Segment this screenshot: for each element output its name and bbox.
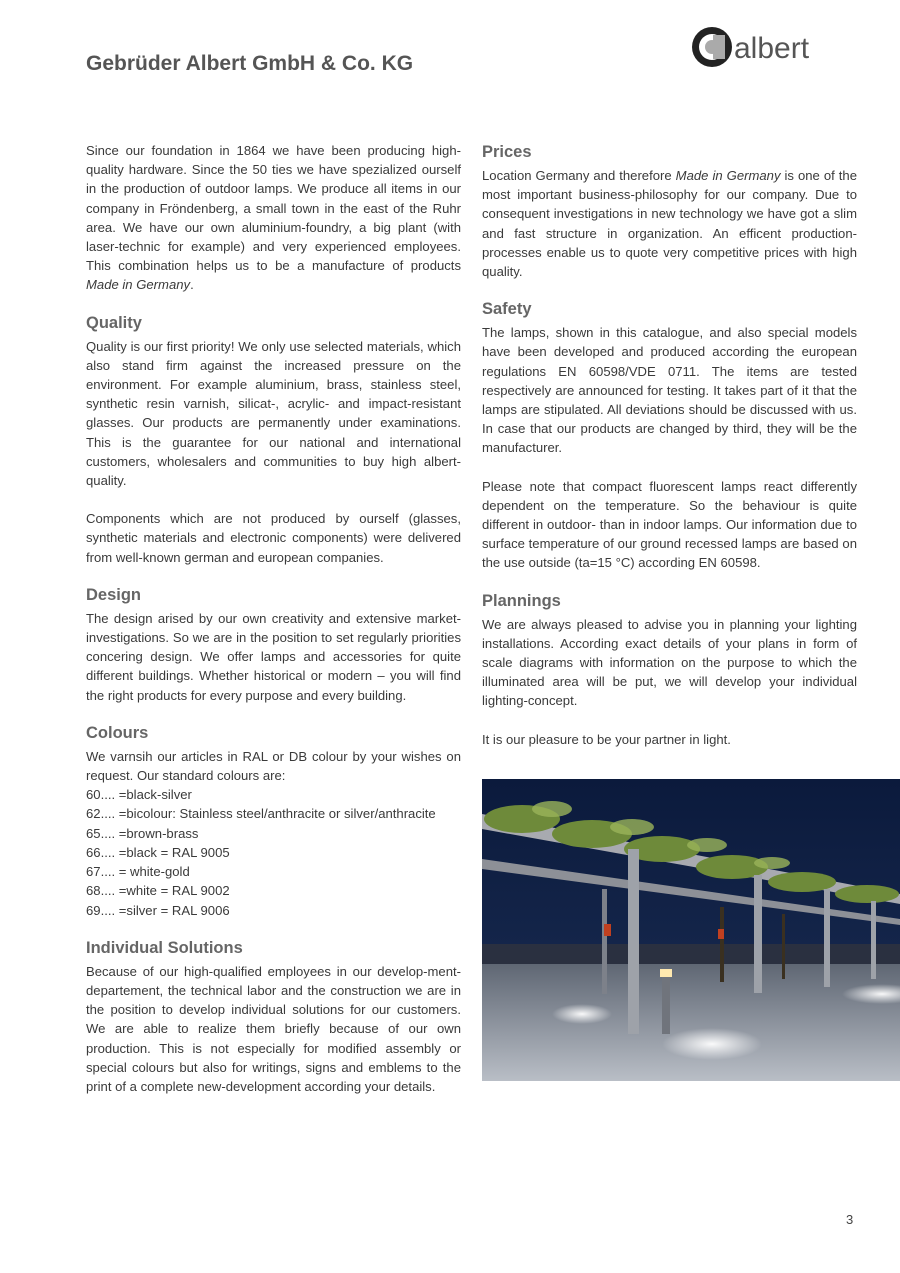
prices-heading: Prices xyxy=(482,143,532,161)
colour-item: 69.... =silver = RAL 9006 xyxy=(86,902,230,918)
plannings-paragraph-1: We are always pleased to advise you in planning your lighting installations. According exact details of your plans in form of scale diagrams with information on the purpose to which the illuminated area will be put, we will develop your individual lighting-concept. xyxy=(482,616,857,709)
quality-heading: Quality xyxy=(86,313,142,332)
company-name: Gebrüder Albert GmbH & Co. KG xyxy=(86,52,414,75)
quality-paragraph-1: Quality is our first priority! We only use selected materials, which also stand firm against the increased pressure on the environment. For example aluminium, brass, stainless steel, synthetic resin varnish, silicat-, acrylic- and impact-resistant glasses. Our products are permanently under examinations. This is the guarantee for our national and international customers, wholesalers and communities to buy high albert-quality. xyxy=(86,338,461,489)
plannings-paragraph-2: It is our pleasure to be your partner in light. xyxy=(482,731,731,747)
individual-solutions-heading: Individual Solutions xyxy=(86,938,243,957)
individual-solutions-paragraph: Because of our high-qualified employees in our develop-ment-departement, the technical labor and the construction we are in the position to develop individual solutions for our customers. We are able to realize them briefly because of our own production. This is not especially for modified assembly or special colours but also for writings, signs and emblems to the print of a complete new-development according your details. xyxy=(86,963,461,1094)
colour-item: 66.... =black = RAL 9005 xyxy=(86,844,230,860)
colour-item: 62.... =bicolour: Stainless steel/anthracite or silver/anthracite xyxy=(86,806,436,822)
plannings-heading: Plannings xyxy=(482,591,561,610)
right-column xyxy=(482,141,857,749)
intro-paragraph: Since our foundation in 1864 we have been producing high-quality hardware. Since the 50 ties we have spezialized ourself in the production of outdoor lamps. We produce all items in our company in Fröndenberg, a small town in the east of the Ruhr area. We have our own aluminium-foundry, a big plant (with laser-technic for example) and very experienced employees. This combination helps us to be a manufacture of products Made in Germany. xyxy=(86,143,461,293)
svg-text:albert: albert xyxy=(734,32,810,65)
colours-heading: Colours xyxy=(86,723,149,742)
design-paragraph: The design arised by our own creativity and extensive market-investigations. So we are in the position to set regularly priorities concering design. We offer lamps and accessories for quite different buildings. Whether historical or modern – you will find the right products for every purpose and every building. xyxy=(86,610,461,703)
page-number: 3 xyxy=(846,1212,854,1227)
prices-paragraph: Location Germany and therefore Made in Germany is one of the most important business-philosophy for our company. Due to consequent investigations in new technology we have got a slim and fast structure in organization. An efficent production-processes enable us to quote very competitive prices with high quality. xyxy=(482,168,857,280)
colour-item: 67.... = white-gold xyxy=(86,864,190,880)
left-column xyxy=(86,141,461,1096)
quality-paragraph-2: Components which are not produced by ourself (glasses, synthetic materials and electronic components) were delivered from well-known german and european companies. xyxy=(86,511,461,565)
colour-item: 60.... =black-silver xyxy=(86,787,192,803)
colours-list xyxy=(86,785,461,919)
safety-heading: Safety xyxy=(482,300,532,319)
safety-paragraph-1: The lamps, shown in this catalogue, and also special models have been developed and produced according the european regulations EN 60598/VDE 0711. The items are tested respectively are announced for testing. It takes part of it that the lamps are stipulated. All deviations should be discussed with us. In case that our products are changed by third, they will be the manufacturer. xyxy=(482,325,857,456)
albert-logo xyxy=(690,24,858,70)
design-heading: Design xyxy=(86,585,142,604)
pergola-night-photo xyxy=(482,779,900,1081)
colour-item: 68.... =white = RAL 9002 xyxy=(86,883,230,899)
colours-intro: We varnsih our articles in RAL or DB colour by your wishes on request. Our standard colours are: xyxy=(86,748,461,784)
colour-item: 65.... =brown-brass xyxy=(86,825,199,841)
safety-paragraph-2: Please note that compact fluorescent lamps react differently dependent on the temperature. So the behaviour is quite different in outdoor- than in indoor lamps. Our information due to surface temperature of our ground recessed lamps are based on the use outside (ta=15 °C) according EN 60598. xyxy=(482,478,857,571)
